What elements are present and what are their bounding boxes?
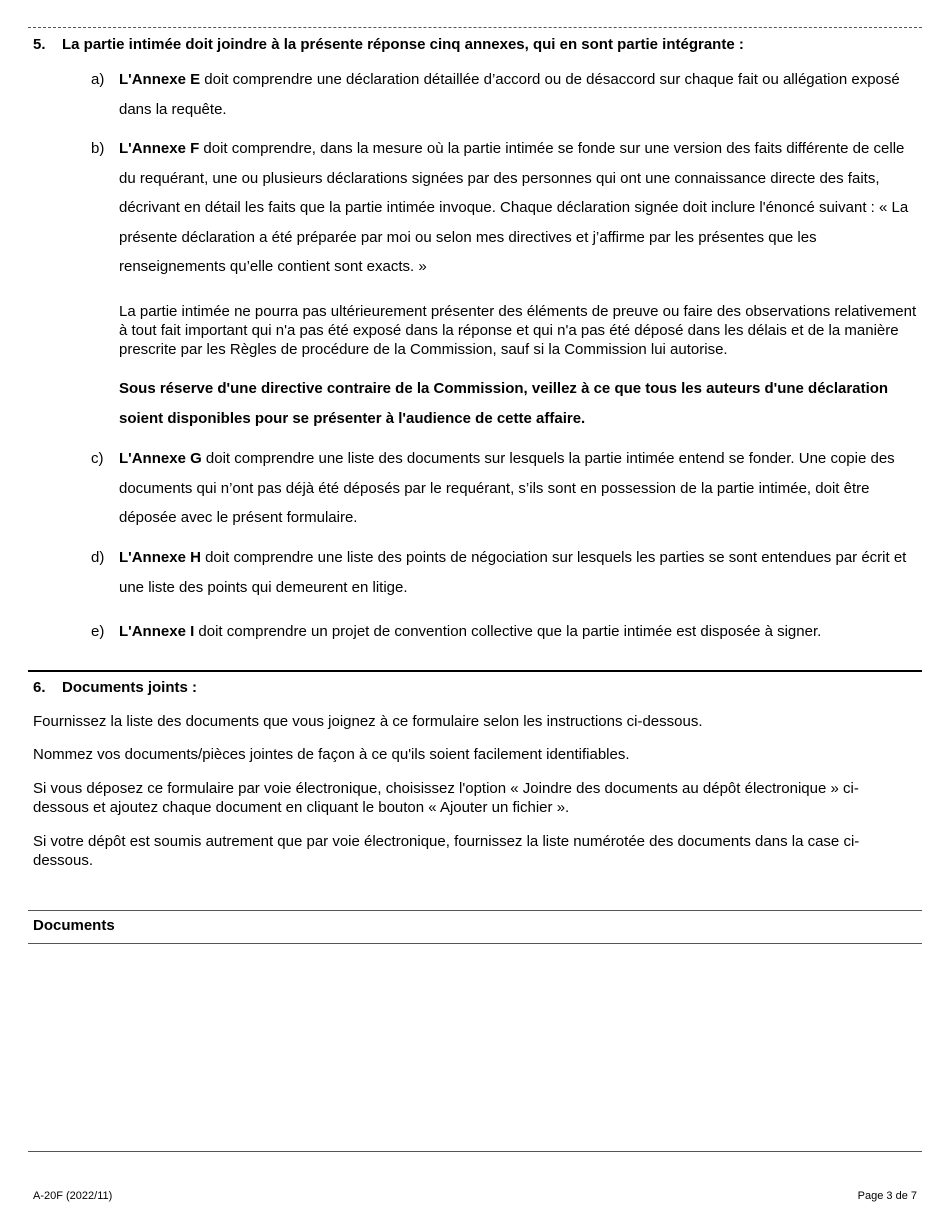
section-divider [28,670,922,672]
documents-top-rule [28,910,922,911]
annex-title: L'Annexe F [119,140,200,157]
annex-item-label: e) [91,623,105,640]
section-5-title: La partie intimée doit joindre à la présente réponse cinq annexes, qui en sont partie intégrante : [62,36,744,53]
section-6-number: 6. [33,679,46,696]
annex-f-note: La partie intimée ne pourra pas ultérieurement présenter des éléments de preuve ou faire des observations relativement à tout fait important qui n'a pas été exposé dans la réponse et qui n'a pas été déposé dans les délais et de la manière prescrite par les Règles de procédure de la Commission, sauf si la Commission lui autorise. [119,303,917,358]
annex-item-f [91,134,921,282]
section-6-title: Documents joints : [62,679,198,696]
top-divider [28,27,922,28]
section-5-number: 5. [33,36,46,53]
annex-title: L'Annexe H [119,549,201,566]
annex-item-label: b) [91,140,105,157]
annex-title: L'Annexe G [119,450,202,467]
instruction-paragraph: Nommez vos documents/pièces jointes de façon à ce qu'ils soient facilement identifiables. [33,746,630,763]
annex-item-i [91,617,921,647]
annex-title: L'Annexe I [119,623,195,640]
instruction-paragraph: Si votre dépôt est soumis autrement que par voie électronique, fournissez la liste numérotée des documents dans la case ci-dessous. [33,833,860,869]
annex-item-label: c) [91,450,104,467]
annex-title: L'Annexe E [119,71,201,88]
instruction-paragraph: Fournissez la liste des documents que vous joignez à ce formulaire selon les instructions ci-dessous. [33,713,703,730]
annex-item-g [91,444,921,533]
annex-text: doit comprendre, dans la mesure où la partie intimée se fonde sur une version des faits différente de celle du requérant, une ou plusieurs déclarations signées par des personnes qui ont une connaissance directe des faits, décrivant en détail les faits que la partie intimée invoque. Chaque déclaration signée doit inclure l'énoncé suivant : « La présente déclaration a été préparée par moi ou selon mes directives et j’affirme par les présentes que les renseignements qu’elle contient sont exacts. » [119,140,909,275]
annex-text: doit comprendre un projet de convention collective que la partie intimée est disposée à signer. [194,623,822,640]
section-5-heading [33,36,923,54]
annex-item-h [91,543,921,602]
documents-box[interactable] [28,944,922,1151]
annex-text: doit comprendre une liste des documents sur lesquels la partie intimée entend se fonder. Une copie des documents qui n’ont pas déjà été déposés par le requérant, s’ils sont en possession de la partie intimée, doit être déposée avec le présent formulaire. [119,450,895,526]
annex-text: doit comprendre une liste des points de négociation sur lesquels les parties se sont entendues par écrit et une liste des points qui demeurent en litige. [119,549,907,596]
page-number: Page 3 de 7 [857,1190,917,1202]
section-6-heading [33,679,197,697]
documents-bottom-rule [28,1151,922,1152]
annex-text: doit comprendre une déclaration détaillée d’accord ou de désaccord sur chaque fait ou allégation exposé dans la requête. [119,71,900,118]
annex-item-label: d) [91,549,105,566]
documents-label: Documents [33,917,115,934]
annex-item-label: a) [91,71,105,88]
annex-item-e [91,65,921,124]
form-code: A-20F (2022/11) [33,1190,113,1202]
instruction-paragraph: Si vous déposez ce formulaire par voie électronique, choisissez l'option « Joindre des documents au dépôt électronique » ci-dessous et ajoutez chaque document en cliquant le bouton « Ajouter un fichier ». [33,780,859,816]
annex-f-bold-note: Sous réserve d'une directive contraire de la Commission, veillez à ce que tous les auteurs d'une déclaration soient disponibles pour se présenter à l'audience de cette affaire. [119,380,889,427]
